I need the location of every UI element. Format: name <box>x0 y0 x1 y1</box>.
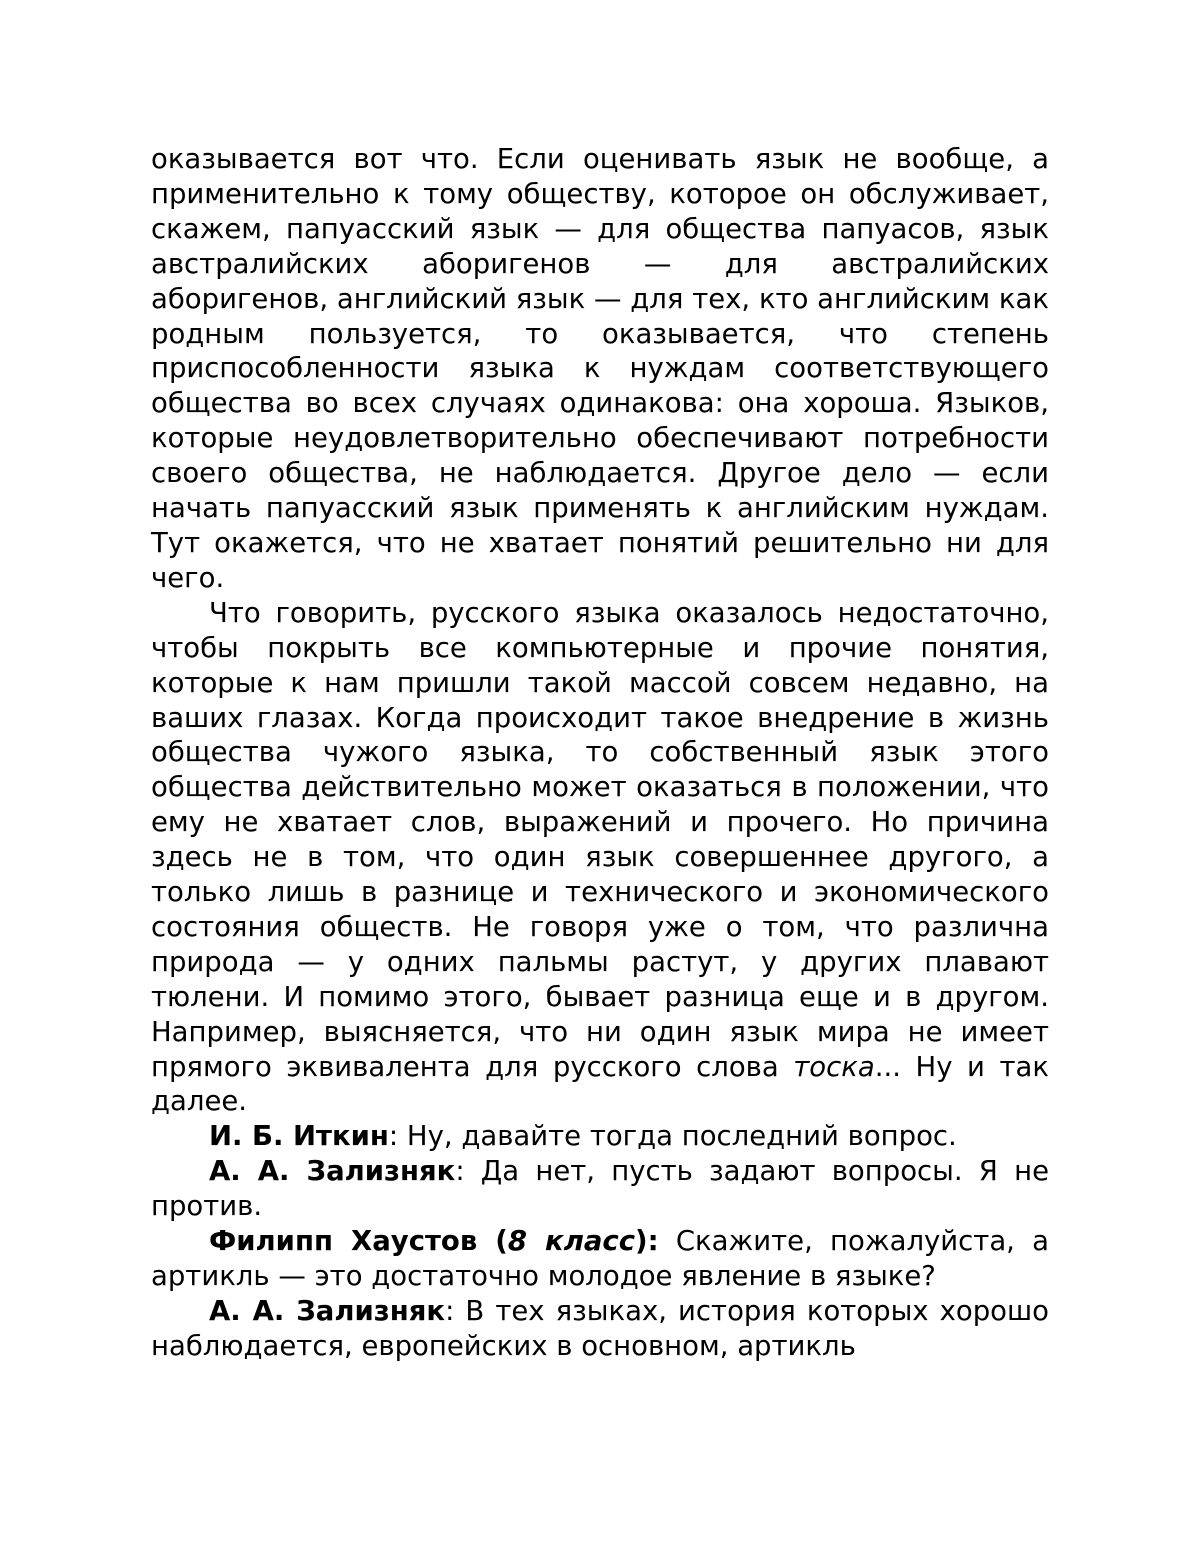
speaker-grade: 8 класс <box>507 1225 636 1258</box>
speech-text: : Да нет, пусть задают вопросы. Я не против. <box>151 1155 1049 1223</box>
document-page <box>151 142 1049 1364</box>
speech-text: Скажите, пожалуйста, а артикль — это достаточно молодое явление в языке? <box>151 1225 1049 1292</box>
emphasized-word: тоска <box>793 1050 875 1083</box>
paragraph-1 <box>151 142 1049 596</box>
speech-text: : Ну, давайте тогда последний вопрос. <box>388 1120 957 1153</box>
paragraph-4 <box>151 1154 1049 1224</box>
speaker-name: Филипп Хаустов ( <box>209 1225 508 1258</box>
speaker-name: И. Б. Иткин <box>209 1120 389 1153</box>
paragraph-2 <box>151 596 1049 1120</box>
paragraph-3 <box>151 1119 1049 1154</box>
paragraph-5 <box>151 1224 1049 1294</box>
speech-text: : В тех языках, история которых хорошо наблюдается, европейских в основном, артикль <box>151 1294 1049 1362</box>
paragraph-1-text: оказывается вот что. Если оценивать язык не вообще, а применительно к тому обществу, которое он обслуживает, скажем, папуасский язык — для общества папуасов, язык австралийских аборигенов — для австралийских аборигенов, английский язык — для тех, кто английским как родным пользуется, то оказывается, что степень приспособленности языка к нуждам соответствующего общества во всех случаях одинакова: она хороша. Языков, которые неудовлетворительно обеспечивают потребности своего общества, не наблюдается. Другое дело — если начать папуасский язык применять к английским нуждам. Тут окажется, что не хватает понятий решительно ни для чего. <box>151 143 1049 594</box>
paragraph-2-text-after: ... Ну и так далее. <box>151 1050 1049 1118</box>
paragraph-2-text-before: Что говорить, русского языка оказалось недостаточно, чтобы покрыть все компьютерные и прочие понятия, которые к нам пришли такой массой совсем недавно, на ваших глазах. Когда происходит такое внедрение в жизнь общества чужого языка, то собственный язык этого общества действительно может оказаться в положении, что ему не хватает слов, выражений и прочего. Но причина здесь не в том, что один язык совершеннее другого, а только лишь в разнице и технического и экономического состояния обществ. Не говоря уже о том, что различна природа — у одних пальмы растут, у других плавают тюлени. И помимо этого, бывает разница еще и в другом. Например, выясняется, что ни один язык мира не имеет прямого эквивалента для русского слова <box>151 596 1049 1083</box>
paragraph-6 <box>151 1294 1049 1364</box>
speaker-name: А. А. Зализняк <box>209 1294 446 1327</box>
speaker-name-close: ): <box>635 1225 659 1258</box>
speaker-name: А. А. Зализняк <box>209 1155 456 1188</box>
